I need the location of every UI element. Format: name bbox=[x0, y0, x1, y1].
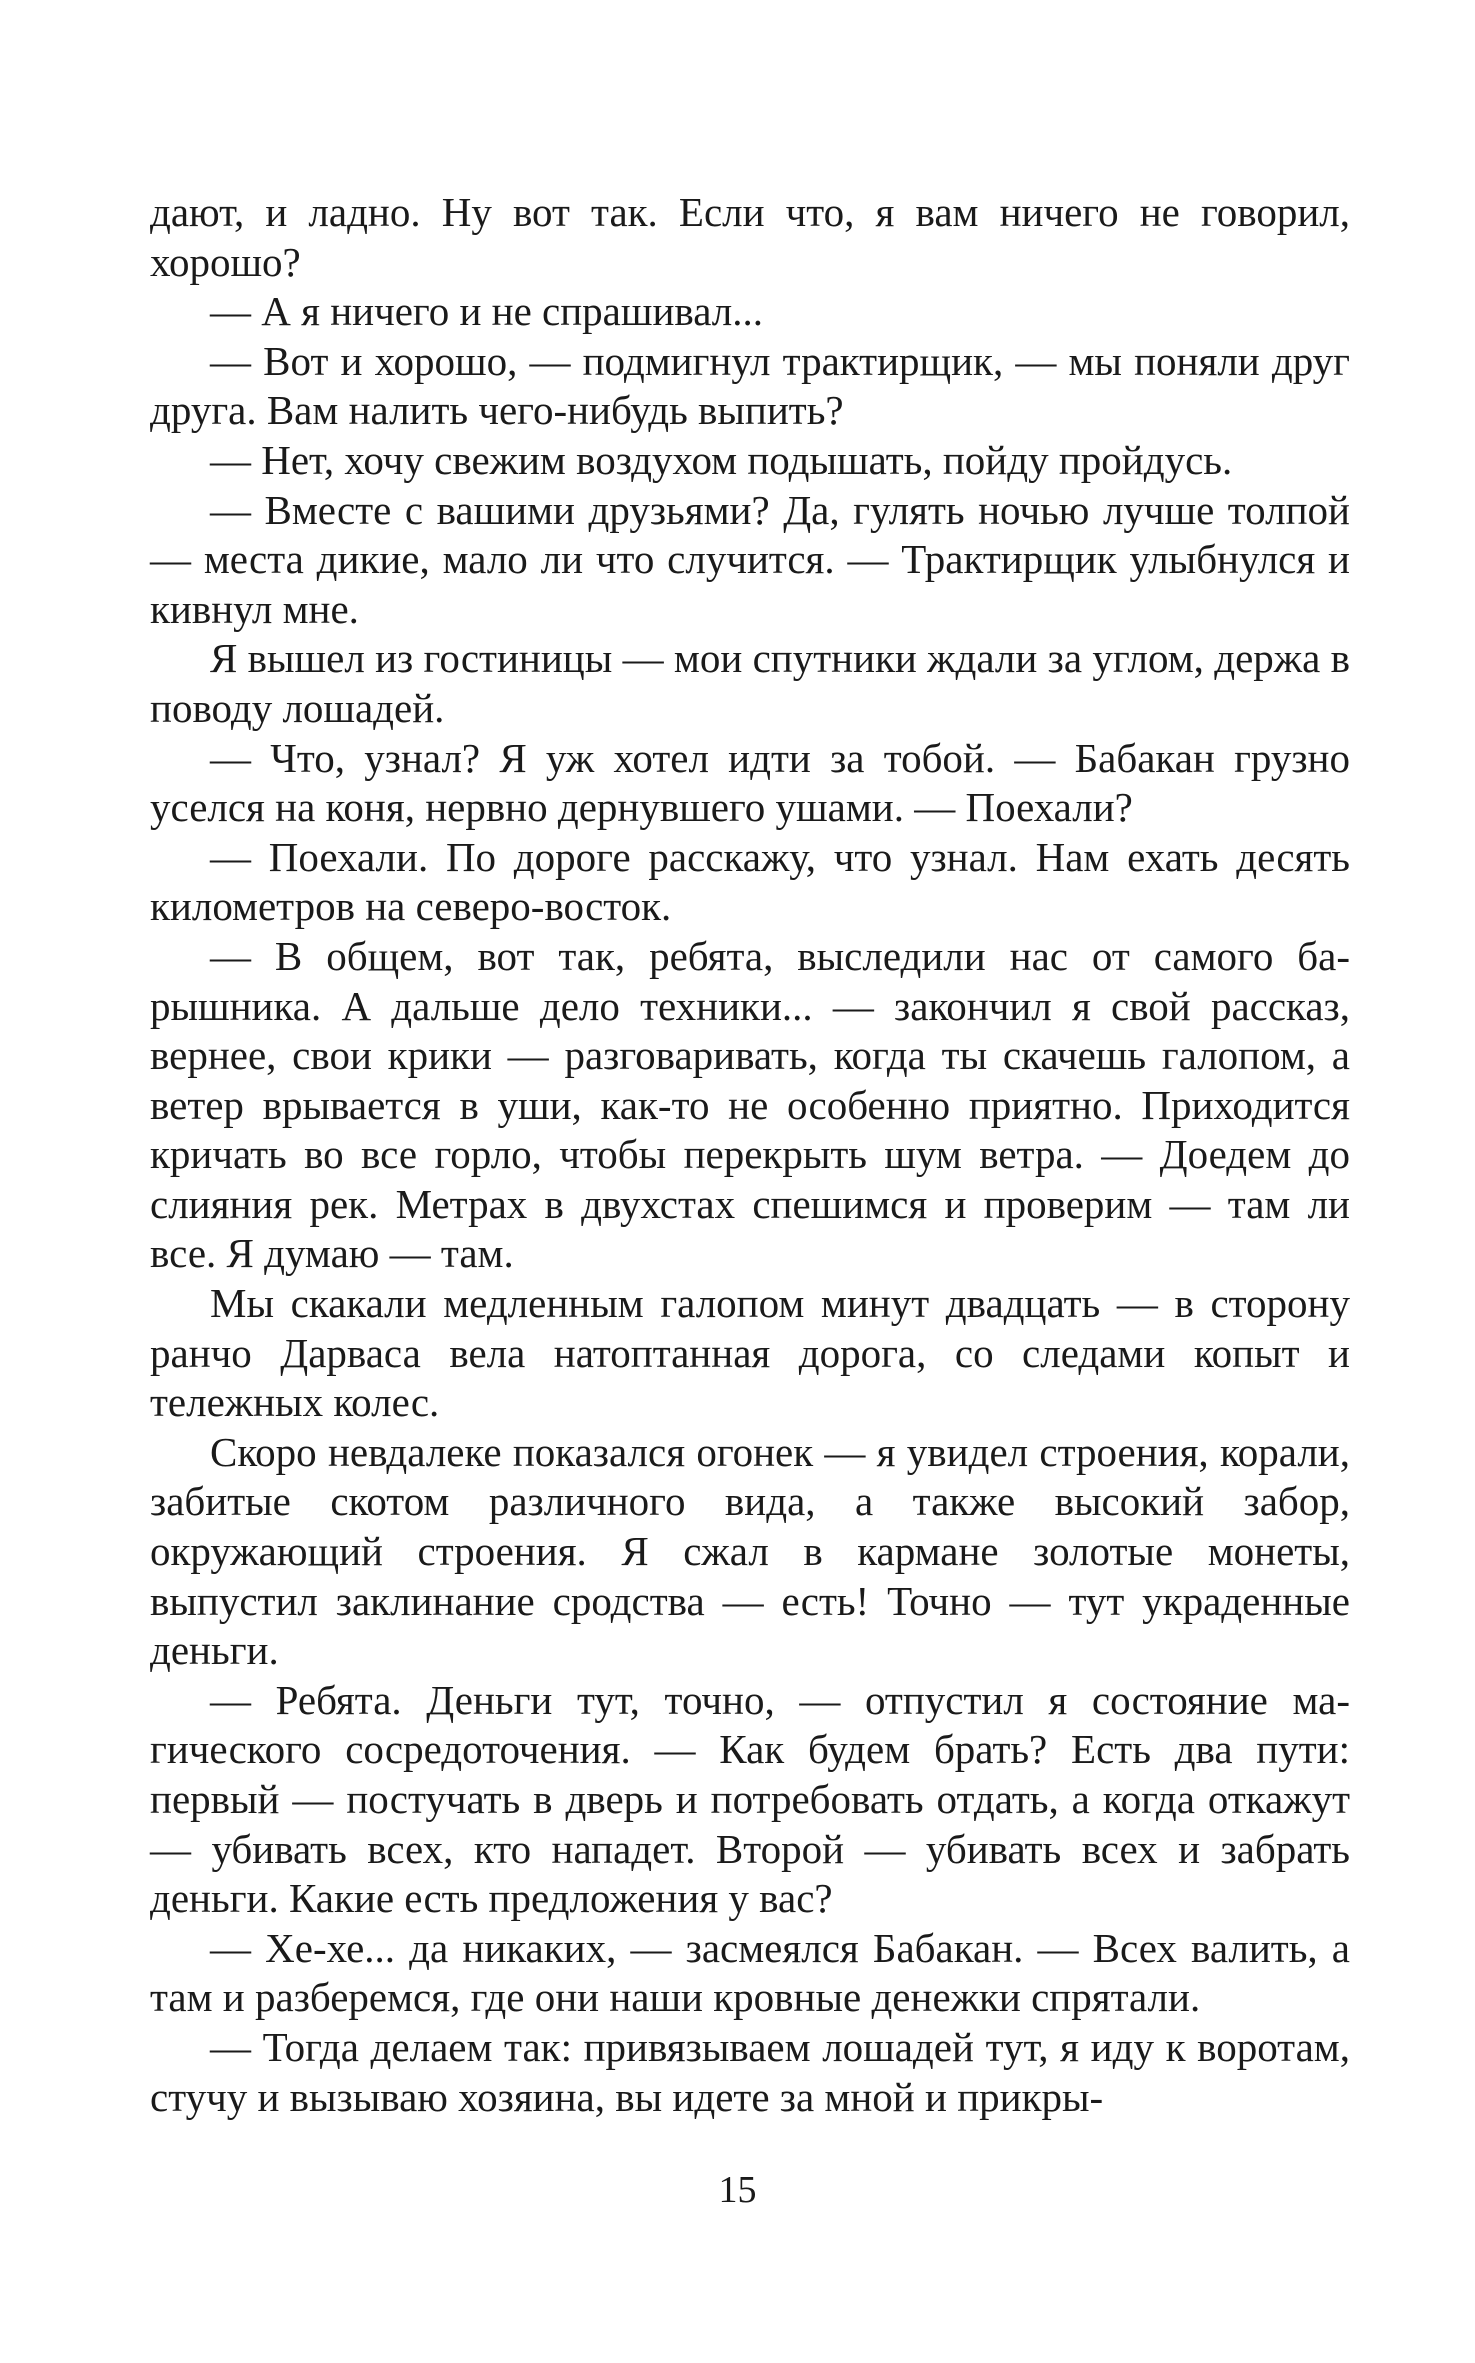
paragraph: — Вместе с вашими друзьями? Да, гулять ночью лучше толпой — места дикие, мало ли что случится. — Трактирщик улыбнулся и кивнул мне. bbox=[150, 486, 1350, 632]
paragraph: — Что, узнал? Я уж хотел идти за тобой. — Бабакан грузно уселся на коня, нервно дернувшего ушами. — Поехали? bbox=[150, 734, 1350, 831]
paragraph: — Ребята. Деньги тут, точно, — отпустил я состояние магического сосредоточения. — Как будем брать? Есть два пути: первый — постучать в дверь и потребовать отдать, а когда откажут — убивать всех, кто нападет. Второй — убивать всех и забрать деньги. Какие есть предложения у вас? bbox=[150, 1676, 1350, 1922]
page-text bbox=[150, 188, 1350, 2120]
paragraph: — Хе-хе... да никаких, — засмеялся Бабакан. — Всех валить, а там и разберемся, где они наши кровные денежки спрятали. bbox=[150, 1924, 1350, 2021]
paragraph: Скоро невдалеке показался огонек — я увидел строения, корали, забитые скотом различного вида, а также высокий забор, окружающий строения. Я сжал в кармане золотые монеты, выпустил заклинание сродства — есть! Точно — тут украденные деньги. bbox=[150, 1428, 1350, 1674]
paragraph: — А я ничего и не спрашивал... bbox=[210, 288, 763, 335]
paragraph: — Вот и хорошо, — подмигнул трактирщик, — мы поняли друг друга. Вам налить чего-нибудь выпить? bbox=[150, 337, 1350, 434]
page-number: 15 bbox=[718, 2169, 757, 2211]
paragraph: — Поехали. По дороге расскажу, что узнал. Нам ехать десять километров на северо-восток. bbox=[150, 833, 1350, 930]
paragraph: Мы скакали медленным галопом минут двадцать — в сторону ранчо Дарваса вела натоптанная дорога, со следами копыт и тележных колес. bbox=[150, 1280, 1350, 1426]
paragraph: Я вышел из гостиницы — мои спутники ждали за углом, держа в поводу лошадей. bbox=[150, 635, 1350, 731]
paragraph: — Нет, хочу свежим воздухом подышать, пойду пройдусь. bbox=[210, 436, 1233, 483]
paragraph: дают, и ладно. Ну вот так. Если что, я вам ничего не говорил, хорошо? bbox=[150, 189, 1350, 285]
paragraph: — В общем, вот так, ребята, выследили нас от самого барышника. А дальше дело техники... — закончил я свой рассказ, вернее, свои крики — разговаривать, когда ты скачешь галопом, а ветер врывается в уши, как-то не особенно приятно. Приходится кричать во все горло, чтобы перекрыть шум ветра. — Доедем до слияния рек. Метрах в двухстах спешимся и проверим — там ли все. Я думаю — там. bbox=[150, 932, 1350, 1277]
paragraph: — Тогда делаем так: привязываем лошадей тут, я иду к воротам, стучу и вызываю хозяина, вы идете за мной и прикры- bbox=[150, 2023, 1350, 2120]
